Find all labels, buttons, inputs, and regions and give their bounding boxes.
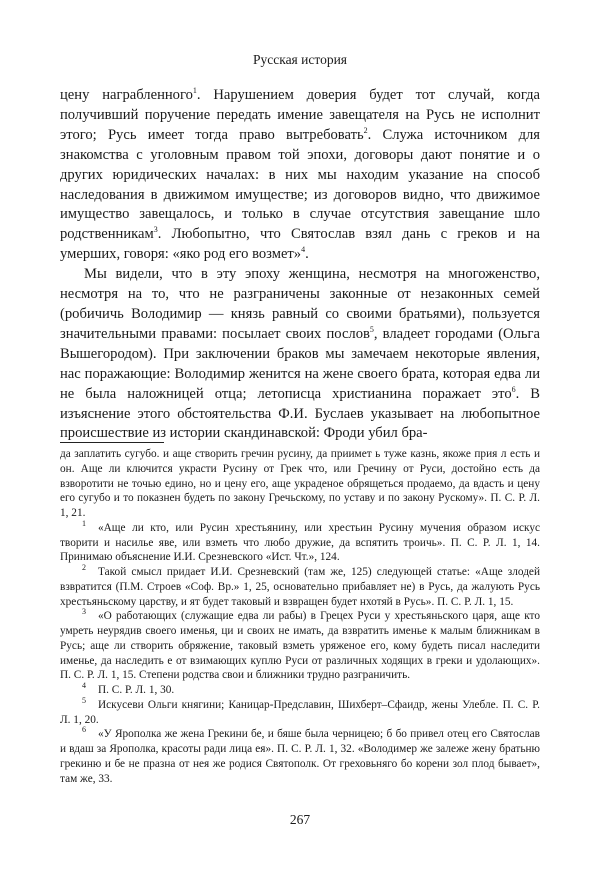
footnote-text: Такой смысл придает И.И. Срезневский (там же, 125) следующей статье: «Аще злодей взвратится (П.М. Строев «Соф. Вр.» 1, 25, основательно прибавляет не) в Русь, да жалують Русь хрестьяньскому царству, и ят будет таковый и взвращен будет нхотяй в Русь». П. С. Р. Л. 1, 15. [60,566,540,608]
text-segment: . [305,246,309,263]
footnote-ref-6[interactable]: 6 [511,384,516,394]
footnote-continuation: да заплатить сугубо. и аще створить гречин русину, да приимет ь туже казнь, якоже прия л есть и он. Аще ли ключится украсти Русину от Грек что, или Гречину от Руси, достойно есть да взворотити не точью едино, но и цену его, аще украденое обрящеться продаемо, да вдасть и цену его сугубо и то показнен будеть по закону Гречьскому, по уставу и по закону Рускому». П. С. Р. Л. 1, 21. [60,448,540,519]
footnote-text: Искусеви Ольги княгини; Каницар-Предславин, Шихберт–Сфаидр, жены Улебле. П. С. Р. Л. 1, 20. [60,698,540,726]
text-segment: цену награбленного [60,87,193,103]
footnote-ref-3[interactable]: 3 [153,225,158,235]
footnote-divider [60,442,164,443]
text-segment: , владеет городами (Ольга Вышегородом). При заключении браков мы замечаем некоторые явления, нас поражающие: Володимир женится на жене своего брата, которая едва ли не была наложницей отца; летописца христианина поражает это [60,325,540,402]
footnote-ref-4[interactable]: 4 [301,245,306,255]
footnotes [60,447,540,786]
text-segment: . В изъяснение этого обстоятельства Ф.И. Буслаев указывает на любопытное происшествие из истории скандинавской: Фроди убил бра- [60,385,541,442]
footnote-text: «У Ярополка же жена Грекини бе, и бяше была черницею; б бо привел отец его Святослав и вдаш за Ярополка, красоты ради лица ея». П. С. Р. Л. 1, 32. «Володимер же залеже жену братьню грекиню и бе не празна от нея же родися Святополк. От греховьняго бо корени зол плод бывает», там же, 33. [60,728,540,785]
footnote-text: П. С. Р. Л. 1, 30. [98,684,175,696]
footnote-3: 3 «О работающих (служащие едва ли рабы) в Грецех Руси у хрестьяньского царя, аще кто умреть неурядив своего именья, ци и своих не имать, да взвратить именье к малым ближникам в Русь; аще ли створить обряжение, таковый взметь уряженое его, кому будеть писал наследити именье, да наследить е от взимающих куплю Руси от различных ходящих в греки и удолающих». П. С. Р. Л. 1, 15. Степени родства свои и ближники трудно разграничить. [60,607,540,682]
footnote-2: 2 Такой смысл придает И.И. Срезневский (там же, 125) следующей статье: «Аще злодей взвратится (П.М. Строев «Соф. Вр.» 1, 25, основательно прибавляет не) в Русь, да жалують Русь хрестьяньскому царству, и ят будет таковый и взвращен будет нхотяй в Русь». П. С. Р. Л. 1, 15. [60,563,540,608]
footnote-ref-5[interactable]: 5 [369,325,374,335]
text-segment: . Любопытно, что Святослав взял дань с греков и на умерших, говоря: «яко род его возмет» [60,226,540,263]
text-segment: . Служа источником для знакомства с уголовным правом той эпохи, договоры дают понятие и о других юридических началах: в них мы находим указание на способ наследования в движимом имуществе; из договоров видно, что движимое имущество завещалось, и только в случае отсутствия завещание шло родственникам [60,126,541,243]
main-text [60,86,540,444]
footnote-1: 1 «Аще ли кто, или Русин хрестьянину, или хрестьин Русину мучения образом искус творити и насилье яве, или взметь что любо дружие, да вспятить троичь». П. С. Р. Л. 1, 14. Принимаю объяснение И.И. Срезневского «Ист. Чт.», 124. [60,518,540,564]
footnote-5: 5 Искусеви Ольги княгини; Каницар-Предславин, Шихберт–Сфаидр, жены Улебле. П. С. Р. Л. 1, 20. [60,695,540,726]
text-segment: . Нарушением доверия будет тот случай, когда получивший поручение передать имение завещателя на Русь не исполнит этого; Русь имеет тогда право вытребовать [60,87,540,143]
running-title: Русская история [252,52,348,67]
text-segment: Мы видели, что в эту эпоху женщина, несмотря на многоженство, несмотря на то, что не разграничены законные от незаконных семей (робичичь Володимир — князь равный со своими братьями), пользуется значительными правами: посылает своих послов [60,266,540,342]
paragraph-2 [60,265,540,444]
footnote-text: «Аще ли кто, или Русин хрестьянину, или хрестьин Русину мучения образом искус творити и насилье яве, или взметь что любо дружие, да вспятить троичь». П. С. Р. Л. 1, 14. Принимаю объяснение И.И. Срезневского «Ист. Чт.», 124. [60,521,540,564]
footnote-ref-2[interactable]: 2 [363,125,368,135]
footnote-4: 4 П. С. Р. Л. 1, 30. [82,681,175,696]
page-number: 267 [289,812,311,827]
footnote-text: «О работающих (служащие едва ли рабы) в Грецех Руси у хрестьяньского царя, аще кто умреть неурядив своего именья, ци и своих не имать, да взвратить именье к малым ближникам в Русь; аще ли створить обряжение, таковый взметь уряженое его, кому будеть писал наследити именье, да наследить е от взимающих куплю Руси от различных ходящих в греки и удолающих». П. С. Р. Л. 1, 15. Степени родства свои и ближники трудно разграничить. [60,610,540,682]
footnote-ref-1[interactable]: 1 [192,86,197,96]
footnote-6: 6 «У Ярополка же жена Грекини бе, и бяше была черницею; б бо привел отец его Святослав и вдаш за Ярополка, красоты ради лица ея». П. С. Р. Л. 1, 32. «Володимер же залеже жену братьню грекиню и бе не празна от нея же родися Святополк. От греховьняго бо корени зол плод бывает», там же, 33. [60,725,540,785]
paragraph-1 [60,86,540,265]
